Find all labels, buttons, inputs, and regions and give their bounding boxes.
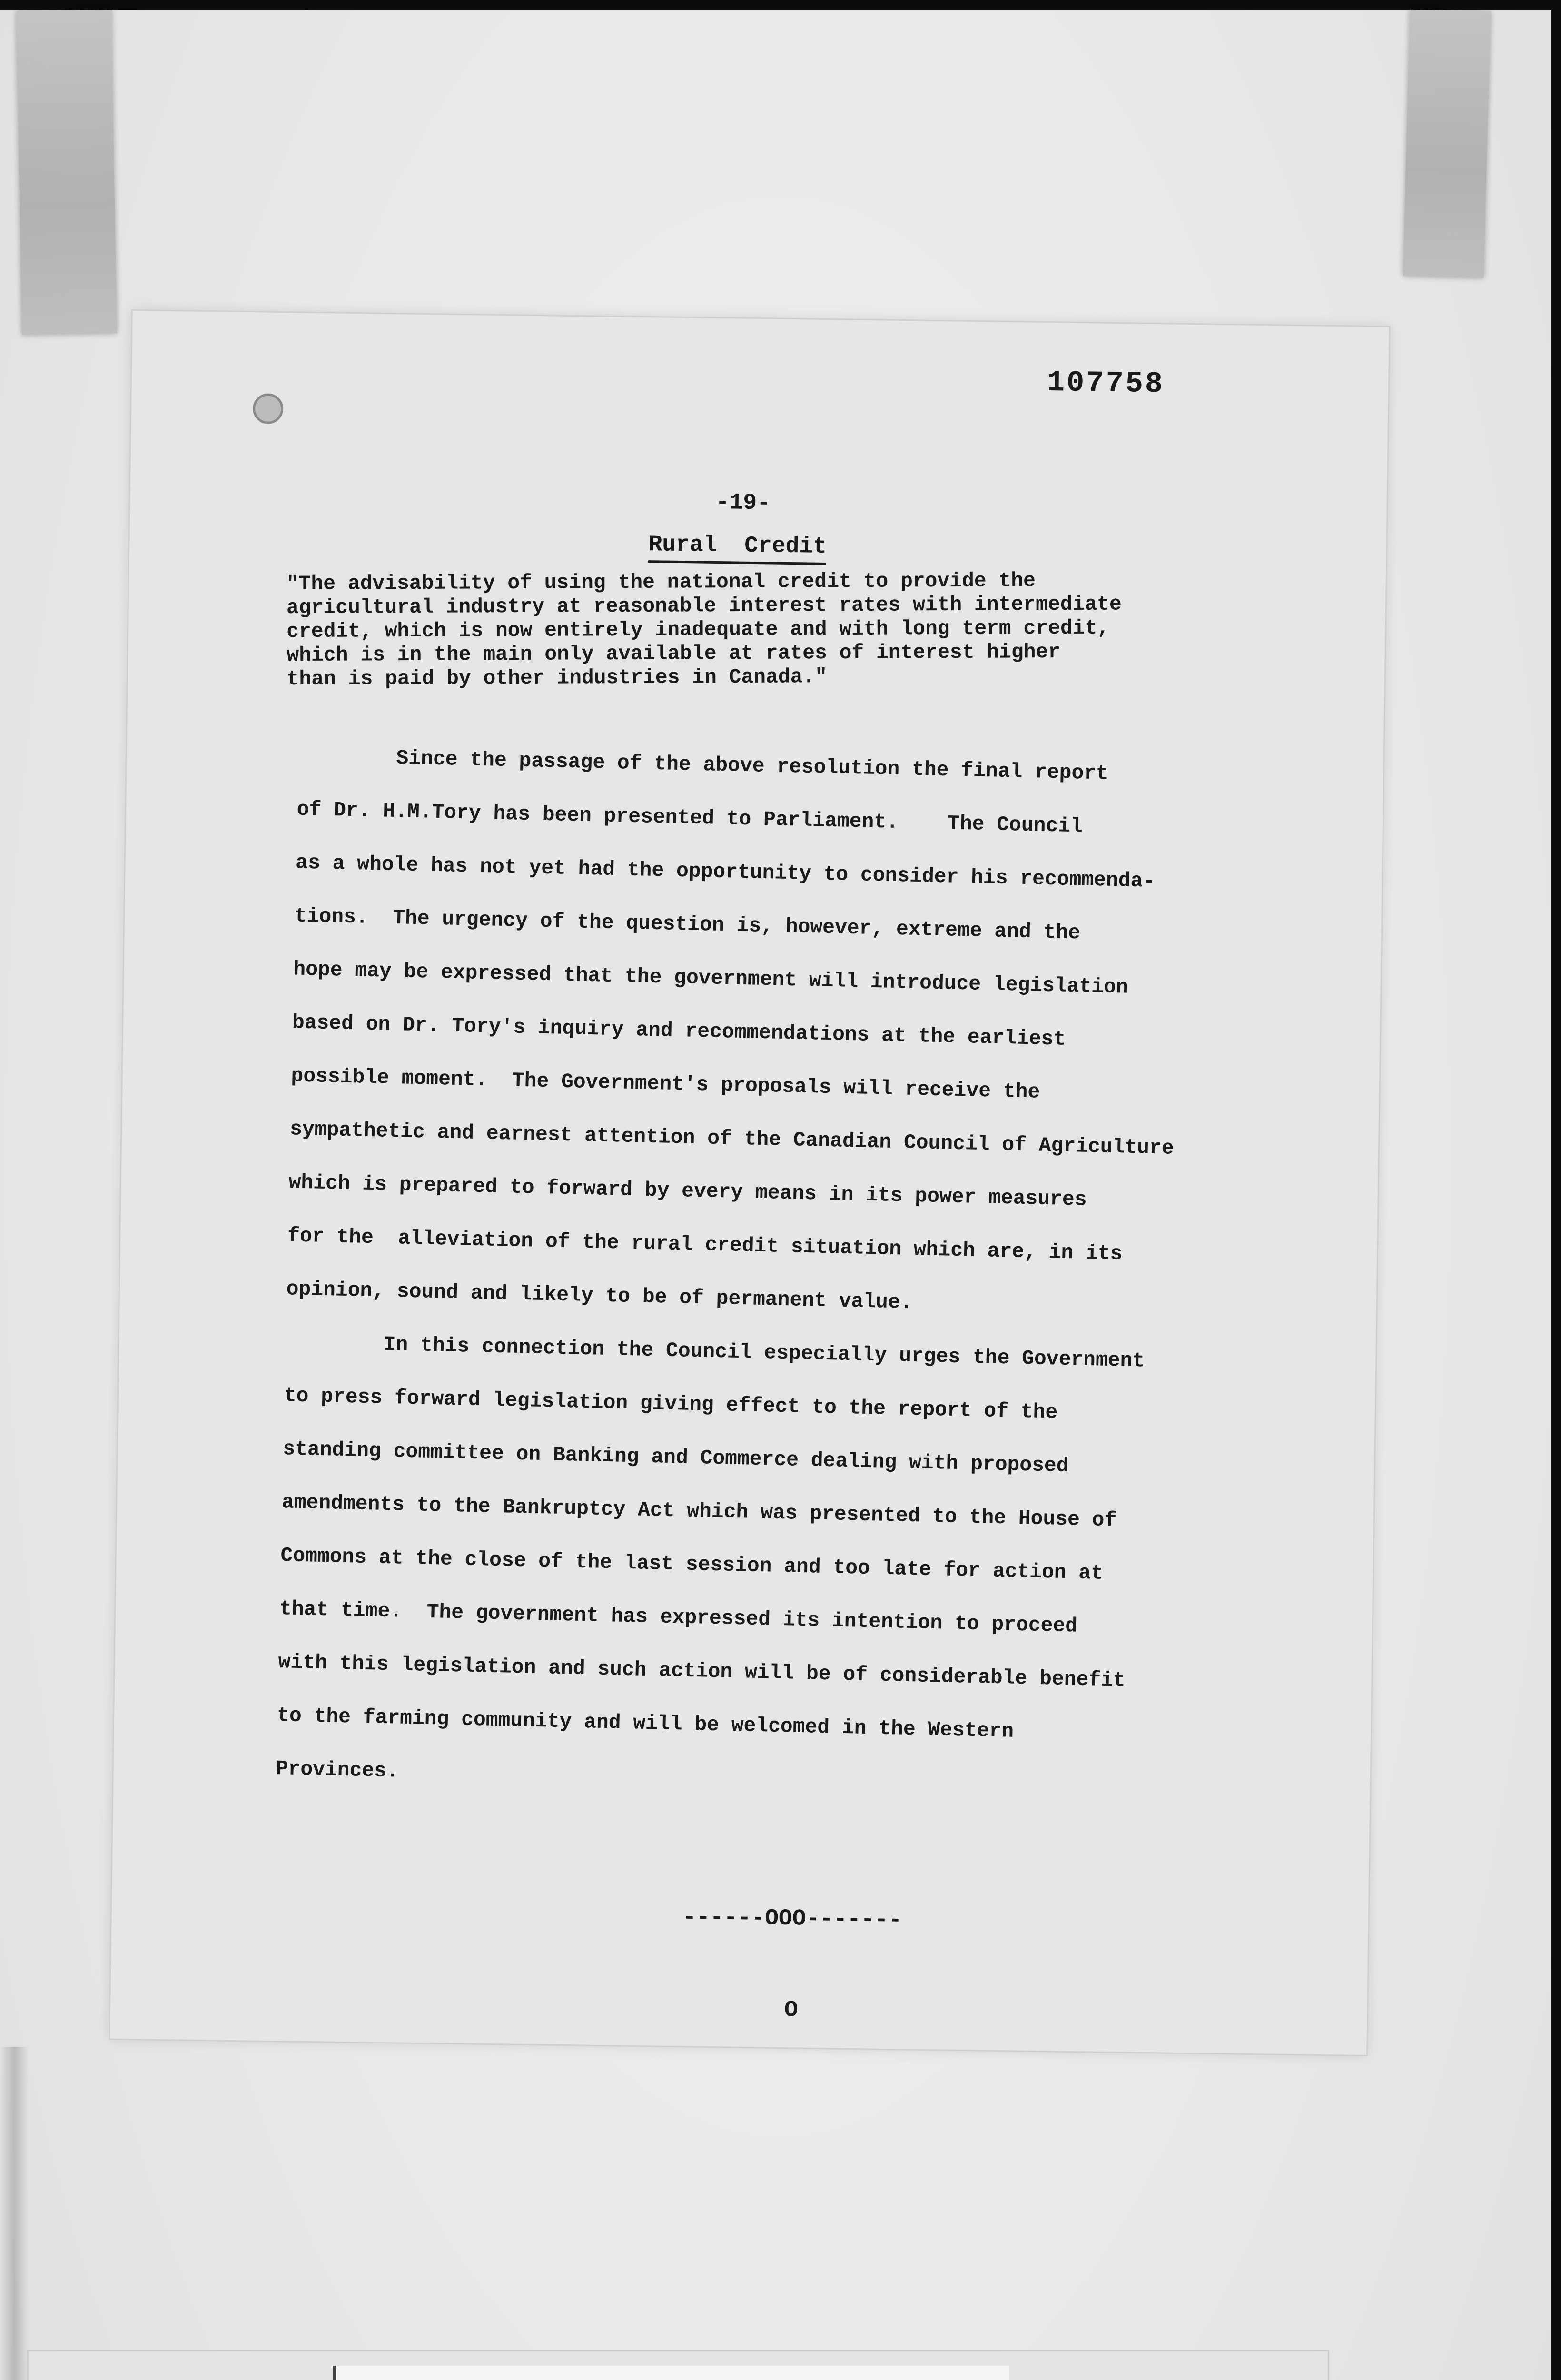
body-line: Provinces. [276,1757,399,1783]
collection-label [333,2366,1009,2380]
body-line: of Dr. H.M.Tory has been presented to Parliament. The Council [296,797,1083,838]
body-line: amendments to the Bankruptcy Act which was presented to the House of [281,1490,1117,1532]
quote-line: "The advisability of using the national credit to provide the [286,569,1036,596]
tape-top-right [1403,10,1491,278]
separator-dashes: ------OOO------- [682,1904,902,1934]
page-number: -19- [715,489,771,516]
body-line: hope may be expressed that the government will introduce legislation [293,957,1129,999]
end-separator [647,1841,936,2088]
body-line: based on Dr. Tory's inquiry and recommendations at the earliest [292,1011,1066,1051]
body-line: for the alleviation of the rural credit situation which are, in its [287,1224,1123,1266]
frame-right-edge [1551,0,1561,2380]
quote-line: which is in the main only available at rates of interest higher [287,640,1061,667]
archive-stamp-card [29,2351,1328,2380]
body-line: with this legislation and such action will be of considerable benefit [278,1650,1126,1692]
document-number: 107758 [1047,366,1165,401]
section-heading: Rural Credit [648,532,827,565]
film-shadow-strip [0,2047,29,2380]
body-line: which is prepared to forward by every means in its power measures [288,1170,1087,1211]
resolution-quote [287,568,1315,691]
body-line: possible moment. The Government's proposals will receive the [290,1064,1040,1104]
body-line: Commons at the close of the last session and too late for action at [280,1544,1104,1585]
document-sheet [110,311,1389,2055]
body-line: to the farming community and will be welcomed in the Western [277,1704,1014,1743]
body-line: as a whole has not yet had the opportunity to consider his recommenda- [295,851,1156,893]
frame-top-edge [0,0,1561,10]
body-line: standing committee on Banking and Commerce dealing with proposed [282,1437,1069,1478]
separator-circle: O [784,1997,799,2023]
quote-line: than is paid by other industries in Canada." [287,665,828,691]
body-line: to press forward legislation giving effect to the report of the [284,1384,1058,1424]
punch-hole [253,393,284,424]
tape-top-left [16,10,117,335]
body-line: sympathetic and earnest attention of the Canadian Council of Agriculture [289,1117,1175,1160]
body-line: that time. The government has expressed its intention to proceed [279,1597,1078,1638]
body-line: Since the passage of the above resolution the final report [297,744,1109,785]
quote-line: credit, which is now entirely inadequate and with long term credit, [287,616,1110,644]
body-line: In this connection the Council especially urges the Government [285,1330,1145,1373]
quote-line: agricultural industry at reasonable interest rates with intermediate [286,592,1122,620]
body-line: tions. The urgency of the question is, however, extreme and the [294,904,1081,945]
body-line: opinion, sound and likely to be of permanent value. [286,1277,913,1314]
body-text [276,730,1374,1819]
